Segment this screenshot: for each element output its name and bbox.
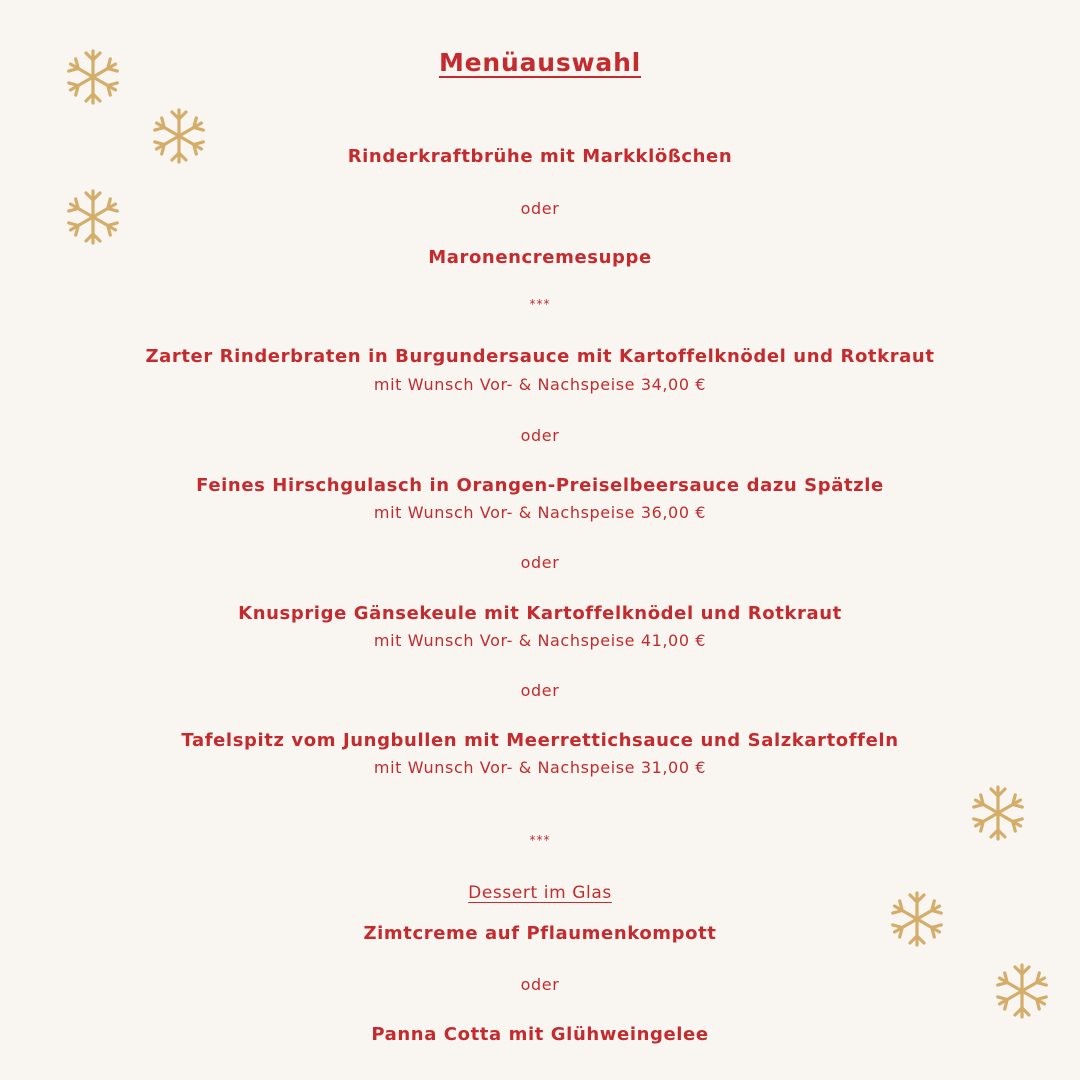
or-separator: oder	[520, 199, 560, 218]
or-separator: oder	[520, 553, 560, 572]
page-title: Menüauswahl	[438, 48, 642, 77]
course-separator: ***	[529, 297, 551, 311]
main-1-name: Zarter Rinderbraten in Burgundersauce mit Kartoffelknödel und Rotkraut	[145, 346, 935, 367]
main-3-price: mit Wunsch Vor- & Nachspeise 41,00 €	[373, 631, 707, 650]
or-separator: oder	[520, 681, 560, 700]
or-separator: oder	[520, 975, 560, 994]
starter-1: Rinderkraftbrühe mit Markklößchen	[347, 146, 733, 167]
main-2-name: Feines Hirschgulasch in Orangen-Preiselbeersauce dazu Spätzle	[196, 475, 884, 496]
dessert-2: Panna Cotta mit Glühweingelee	[371, 1024, 709, 1045]
dessert-1: Zimtcreme auf Pflaumenkompott	[363, 923, 717, 944]
main-1-price: mit Wunsch Vor- & Nachspeise 34,00 €	[373, 375, 707, 394]
course-separator: ***	[529, 833, 551, 847]
or-separator: oder	[520, 426, 560, 445]
main-2-price: mit Wunsch Vor- & Nachspeise 36,00 €	[373, 503, 707, 522]
dessert-heading: Dessert im Glas	[468, 883, 612, 903]
main-4-price: mit Wunsch Vor- & Nachspeise 31,00 €	[373, 758, 707, 777]
main-4-name: Tafelspitz vom Jungbullen mit Meerrettichsauce und Salzkartoffeln	[181, 730, 899, 751]
starter-2: Maronencremesuppe	[428, 247, 652, 268]
main-3-name: Knusprige Gänsekeule mit Kartoffelknödel und Rotkraut	[238, 603, 842, 624]
